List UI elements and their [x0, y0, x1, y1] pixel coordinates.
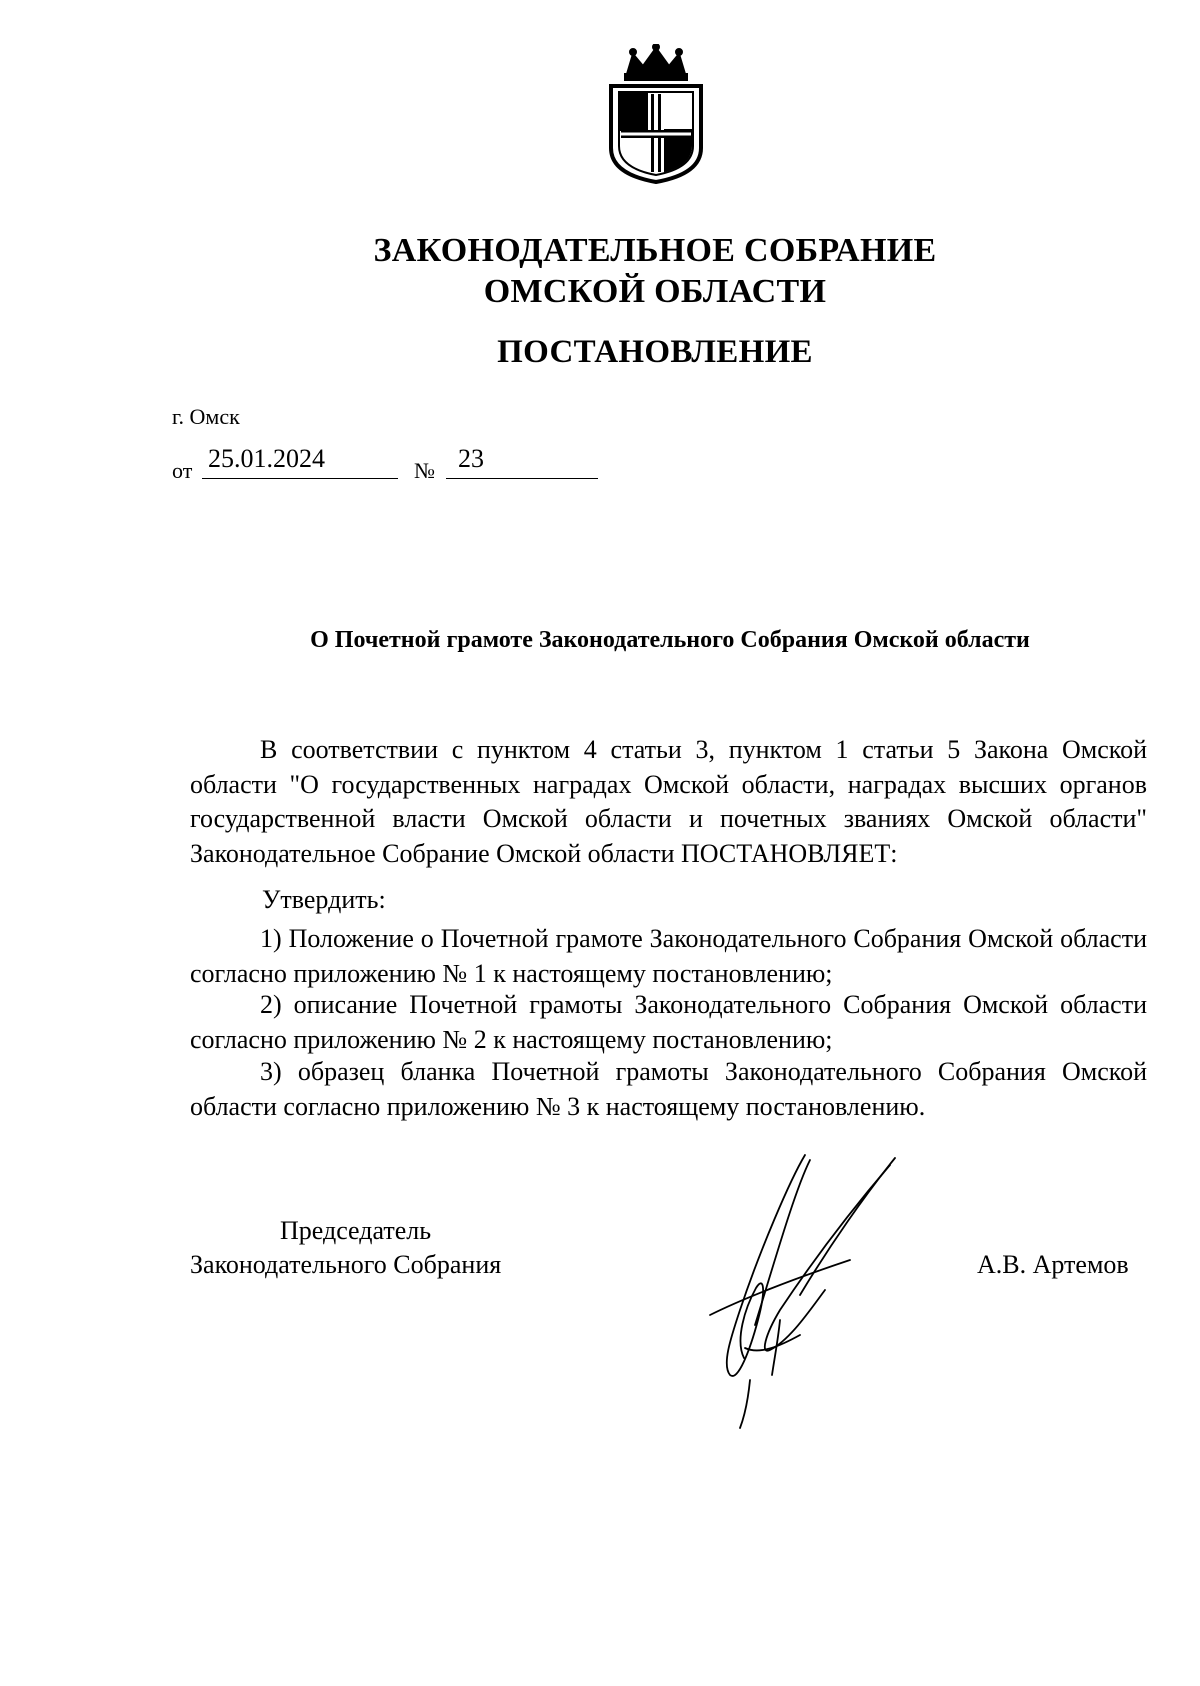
preamble-text: В соответствии с пунктом 4 статьи 3, пунктом 1 статьи 5 Закона Омской области "О государственных наградах Омской области, наградах высших органов государственной власти Омской области и почетных званиях Омской области" Законодательное Собрание Омской области ПОСТАНОВЛЯЕТ:	[190, 735, 1147, 868]
date-label: от	[172, 458, 193, 483]
list-item-text: 3) образец бланка Почетной грамоты Законодательного Собрания Омской области согласно приложению № 3 к настоящему постановлению.	[190, 1057, 1147, 1121]
org-title-line1: ЗАКОНОДАТЕЛЬНОЕ СОБРАНИЕ	[373, 232, 937, 269]
coat-of-arms-icon	[597, 44, 715, 184]
list-item	[190, 1055, 1147, 1124]
handwritten-signature	[700, 1150, 980, 1430]
preamble-paragraph	[190, 733, 1147, 871]
approve-heading: Утвердить:	[262, 885, 386, 914]
number-label: №	[414, 458, 435, 483]
signer-title-line1: Председатель	[280, 1216, 432, 1245]
org-title-line2: ОМСКОЙ ОБЛАСТИ	[483, 273, 827, 310]
document-subject: О Почетной грамоте Законодательного Собрания Омской области	[310, 627, 1030, 653]
document-number: 23	[458, 444, 484, 473]
date-underline	[202, 478, 398, 479]
signer-title-line2: Законодательного Собрания	[190, 1250, 502, 1279]
city: г. Омск	[172, 404, 240, 429]
list-item-text: 2) описание Почетной грамоты Законодательного Собрания Омской области согласно приложению № 2 к настоящему постановлению;	[190, 990, 1147, 1054]
list-item	[190, 922, 1147, 991]
signer-name: А.В. Артемов	[977, 1250, 1129, 1279]
list-item-text: 1) Положение о Почетной грамоте Законодательного Собрания Омской области согласно приложению № 1 к настоящему постановлению;	[190, 924, 1147, 988]
document-type: ПОСТАНОВЛЕНИЕ	[497, 334, 813, 370]
document-date: 25.01.2024	[208, 444, 325, 473]
number-underline	[446, 478, 598, 479]
list-item	[190, 988, 1147, 1057]
